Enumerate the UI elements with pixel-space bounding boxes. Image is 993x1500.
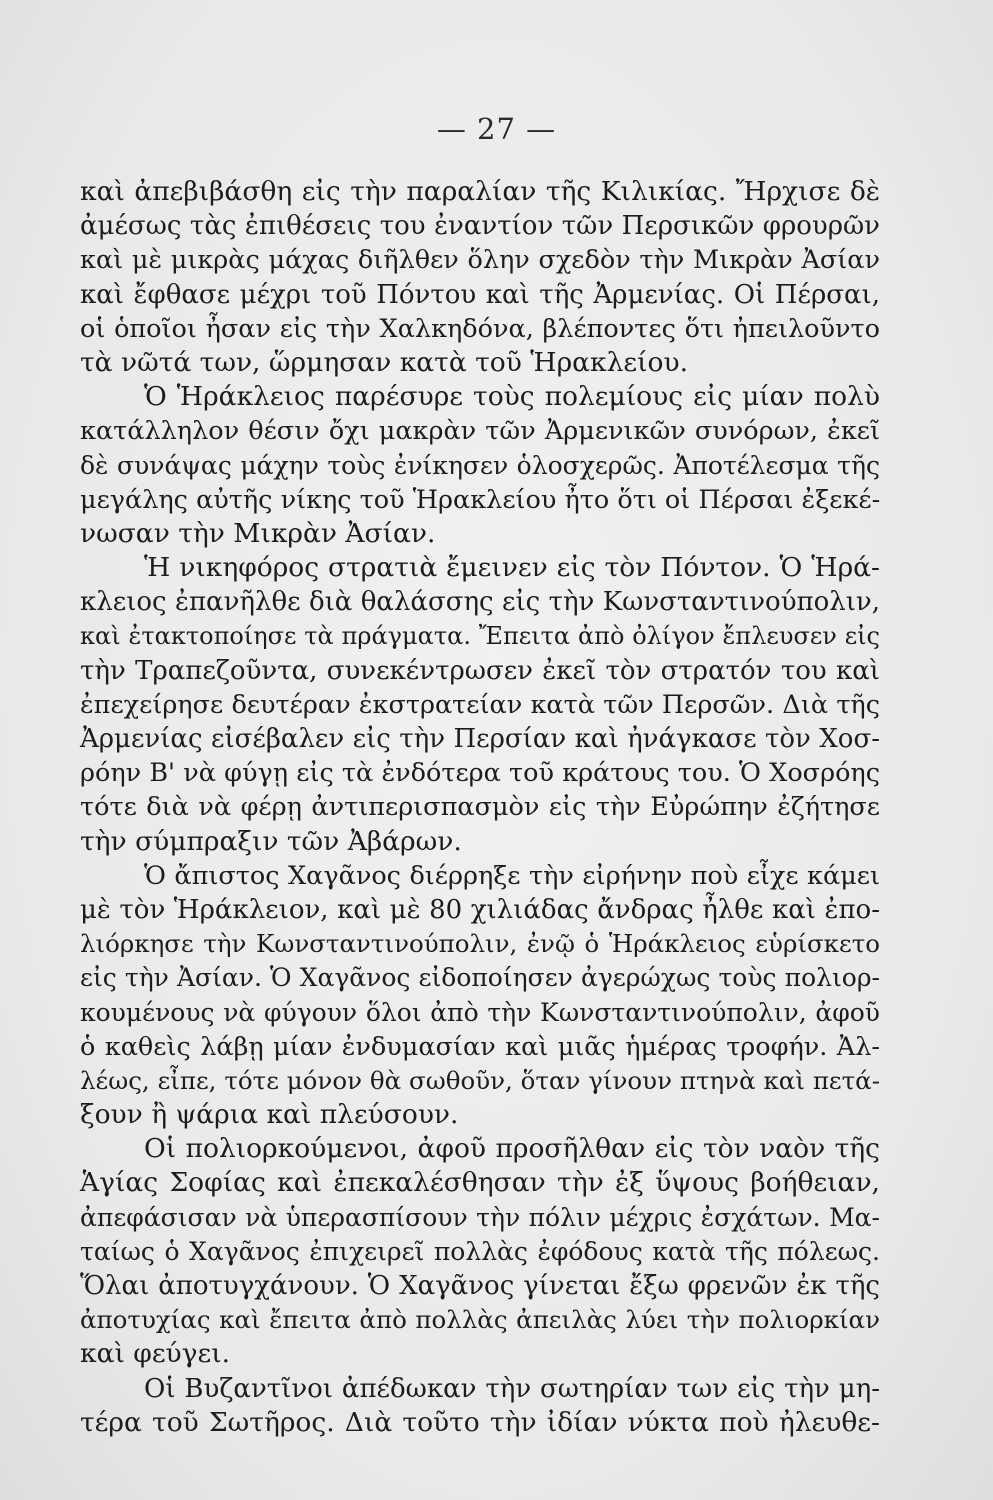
text-line: Ὁ Ἡράκλειος παρέσυρε τοὺς πολεμίους εἰς μίαν πολὺ (144, 381, 880, 413)
text-line: ξουν ἢ ψάρια καὶ πλεύσουν. (80, 1099, 459, 1131)
text-line: κουμένους νὰ φύγουν ὅλοι ἀπὸ τὴν Κωνσταντινούπολιν, ἀφοῦ (80, 997, 880, 1027)
text-line: τότε διὰ νὰ φέρῃ ἀντιπερισπασμὸν εἰς τὴν Εὐρώπην ἐζήτησε (80, 792, 880, 823)
text-line: τὴν σύμπραξιν τῶν Ἀβάρων. (80, 825, 462, 857)
text-line: Οἱ πολιορκούμενοι, ἀφοῦ προσῆλθαν εἰς τὸν ναὸν τῆς (144, 1133, 880, 1165)
text-line: δὲ συνάψας μάχην τοὺς ἐνίκησεν ὁλοσχερῶς. Ἀποτέλεσμα τῆς (80, 450, 880, 480)
text-line: Ἡ νικηφόρος στρατιὰ ἔμεινεν εἰς τὸν Πόντον. Ὁ Ἡρά- (144, 552, 880, 584)
text-line: καὶ ἐτακτοποίησε τὰ πράγματα. Ἔπειτα ἀπὸ ὀλίγον ἔπλευσεν εἰς (80, 622, 880, 651)
text-line: τέρα τοῦ Σωτῆρος. Διὰ τοῦτο τὴν ἰδίαν νύκτα ποὺ ἠλευθε- (80, 1406, 880, 1438)
text-line: ὁ καθεὶς λάβῃ μίαν ἐνδυμασίαν καὶ μιᾶς ἡμέρας τροφήν. Ἀλ- (80, 1031, 880, 1062)
text-line: εἰς τὴν Ἀσίαν. Ὁ Χαγᾶνος εἰδοποίησεν ἀγερώχως τοὺς πολιορ- (80, 963, 880, 993)
text-line: κατάλληλον θέσιν ὄχι μακρὰν τῶν Ἀρμενικῶν συνόρων, ἐκεῖ (80, 416, 880, 447)
text-line: καὶ ἀπεβιβάσθη εἰς τὴν παραλίαν τῆς Κιλικίας. Ἤρχισε δὲ (80, 176, 880, 207)
text-line: κλειος ἐπανῆλθε διὰ θαλάσσης εἰς τὴν Κωνσταντινούπολιν, (80, 587, 880, 618)
text-line: ἀποτυχίας καὶ ἔπειτα ἀπὸ πολλὰς ἀπειλὰς λύει τὴν πολιορκίαν (80, 1305, 880, 1335)
text-line: ἀπεφάσισαν νὰ ὑπερασπίσουν τὴν πόλιν μέχρις ἐσχάτων. Μα- (80, 1202, 880, 1232)
text-line: Ὁ ἄπιστος Χαγᾶνος διέρρηξε τὴν εἰρήνην ποὺ εἶχε κάμει (144, 860, 880, 891)
text-line: μὲ τὸν Ἡράκλειον, καὶ μὲ 80 χιλιάδας ἄνδρας ἦλθε καὶ ἐπο- (80, 894, 880, 925)
text-line: τὰ νῶτά των, ὥρμησαν κατὰ τοῦ Ἡρακλείου. (80, 346, 689, 378)
text-line: λιόρκησε τὴν Κωνσταντινούπολιν, ἐνῷ ὁ Ἡράκλειος εὑρίσκετο (80, 929, 880, 959)
text-line: Ἁγίας Σοφίας καὶ ἐπεκαλέσθησαν τὴν ἐξ ὕψους βοήθειαν, (80, 1167, 880, 1199)
text-line: καὶ μὲ μικρὰς μάχας διῆλθεν ὅλην σχεδὸν τὴν Μικρὰν Ἀσίαν (80, 245, 880, 276)
page-number: — 27 — (436, 112, 557, 146)
text-line: νωσαν τὴν Μικρὰν Ἀσίαν. (80, 517, 436, 549)
text-line: Οἱ Βυζαντῖνοι ἀπέδωκαν τὴν σωτηρίαν των εἰς τὴν μη- (144, 1373, 880, 1404)
text-line: ρόην Β' νὰ φύγῃ εἰς τὰ ἐνδότερα τοῦ κράτους του. Ὁ Χοσρόης (80, 758, 880, 789)
text-line: τὴν Τραπεζοῦντα, συνεκέντρωσεν ἐκεῖ τὸν στρατόν του καὶ (80, 655, 880, 686)
body-text (80, 175, 880, 1440)
text-line: ἀμέσως τὰς ἐπιθέσεις του ἐναντίον τῶν Περσικῶν φρουρῶν (80, 211, 880, 242)
text-line: λέως, εἶπε, τότε μόνον θὰ σωθοῦν, ὅταν γίνουν πτηνὰ καὶ πετά- (80, 1065, 880, 1095)
text-line: καὶ φεύγει. (80, 1338, 231, 1370)
text-line: ἐπεχείρησε δευτέραν ἐκστρατείαν κατὰ τῶν Περσῶν. Διὰ τῆς (80, 689, 880, 720)
text-line: καὶ ἔφθασε μέχρι τοῦ Πόντου καὶ τῆς Ἀρμενίας. Οἱ Πέρσαι, (80, 279, 880, 310)
text-line: ταίως ὁ Χαγᾶνος ἐπιχειρεῖ πολλὰς ἐφόδους κατὰ τῆς πόλεως. (80, 1236, 880, 1266)
text-line: Ἀρμενίας εἰσέβαλεν εἰς τὴν Περσίαν καὶ ἠνάγκασε τὸν Χοσ- (80, 724, 880, 754)
text-line: μεγάλης αὐτῆς νίκης τοῦ Ἡρακλείου ἦτο ὅτι οἱ Πέρσαι ἐξεκέ- (80, 484, 881, 515)
text-line: οἱ ὁποῖοι ἦσαν εἰς τὴν Χαλκηδόνα, βλέποντες ὅτι ἠπειλοῦντο (80, 313, 880, 344)
text-line: Ὅλαι ἀποτυγχάνουν. Ὁ Χαγᾶνος γίνεται ἔξω φρενῶν ἐκ τῆς (80, 1271, 880, 1301)
